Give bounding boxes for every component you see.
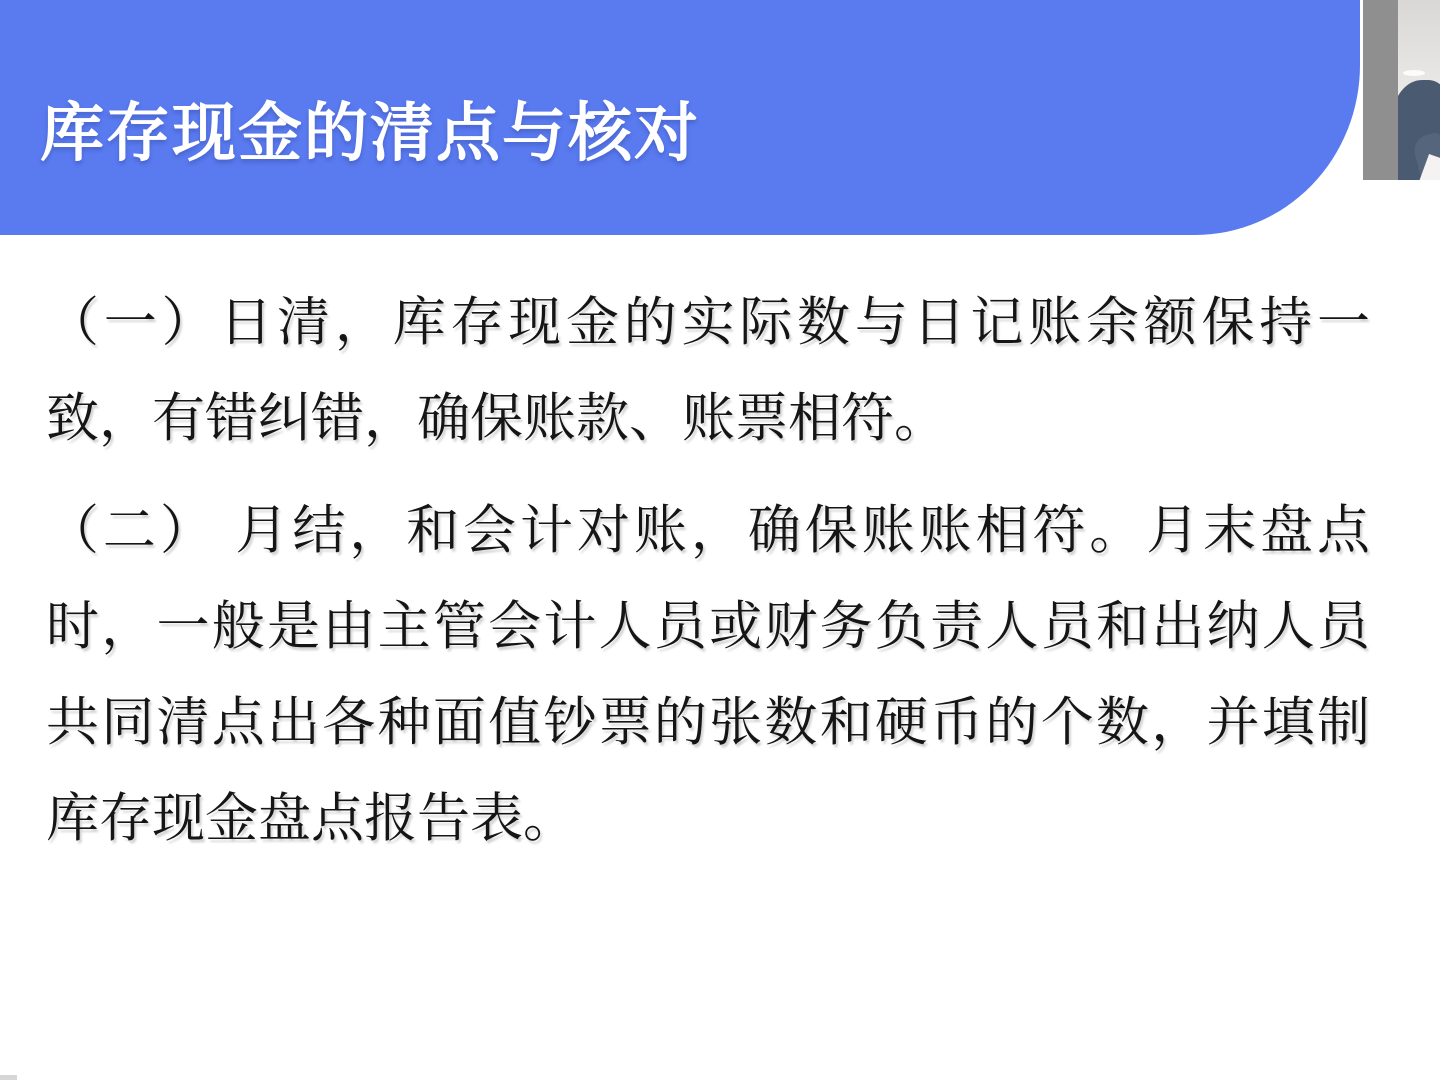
webcam-gray-strip xyxy=(1363,0,1398,180)
paragraph-daily-clearing: （一）日清，库存现金的实际数与日记账余额保持一致，有错纠错，确保账款、账票相符。 xyxy=(46,293,1370,448)
slide-title: 库存现金的清点与核对 xyxy=(40,97,700,169)
presenter-webcam-thumbnail xyxy=(1363,0,1440,180)
presenter-photo xyxy=(1398,0,1440,180)
photo-background-highlight xyxy=(1403,70,1425,76)
slide-body xyxy=(0,275,1440,867)
paragraph-monthly-settlement: （二） 月结，和会计对账，确保账账相符。月末盘点时，一般是由主管会计人员或财务负责人员和出纳人员共同清点出各种面值钞票的张数和硬币的个数，并填制库存现金盘点报告表。 xyxy=(46,501,1370,848)
video-scrubber-remnant xyxy=(0,1075,17,1080)
title-banner xyxy=(0,0,1360,235)
